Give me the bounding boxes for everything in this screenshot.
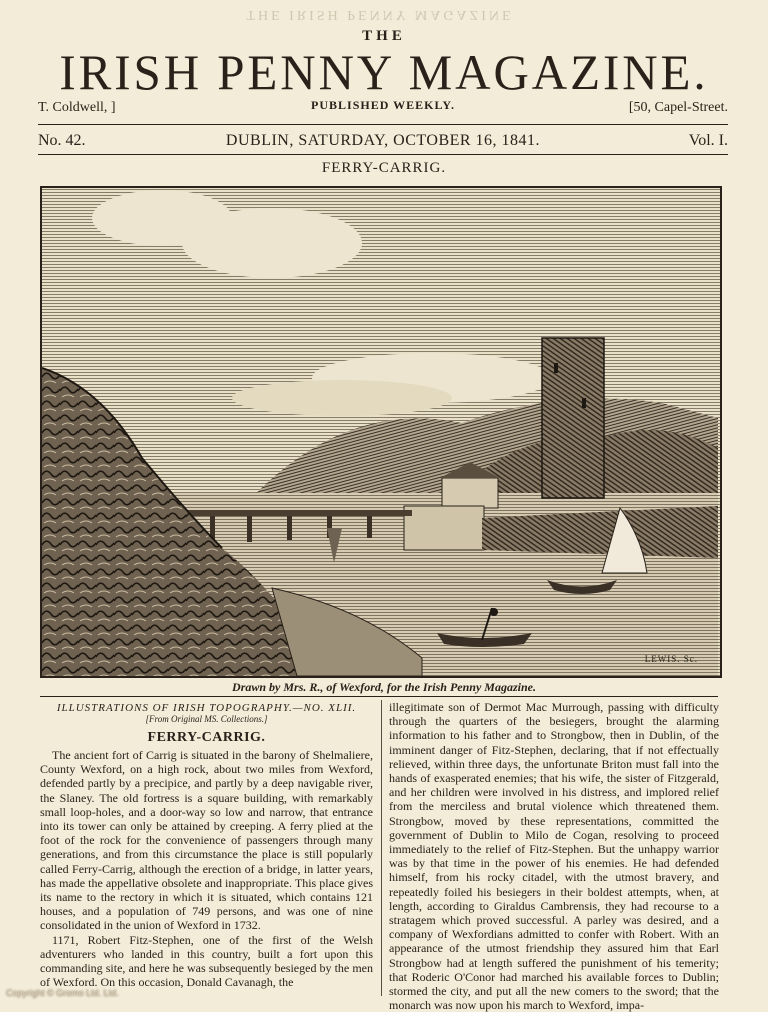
article-heading: FERRY-CARRIG. (321, 160, 447, 176)
text-column-right (389, 700, 719, 1012)
masthead-the: THE (362, 28, 406, 44)
caption-rule (40, 696, 718, 697)
issue-volume: Vol. I. (688, 132, 728, 149)
article-subhead: FERRY-CARRIG. (147, 730, 266, 745)
bleed-through-text: THE IRISH PENNY MAGAZINE (246, 7, 514, 22)
paragraph-1: The ancient fort of Carrig is situated in the barony of Shelmaliere, County Wexford, on a high rock, about two miles from Wexford, defended partly by a precipice, and partly by a deep navigable river, the Slaney. The old fortress is a square building, with remarkably small loop-holes, and a door-way so low and narrow, that entrance into its tower can only be attained by creeping. A ferry plied at the foot of the rock for the convenience of passengers through many generations, and from this circumstance the place is still popularly called Ferry-Carrig, although the erection of a bridge, in latter years, has made the appellative obsolete and inappropriate. This place gives its name to the rectory in which it is situated, which contains 121 houses, and a population of 749 persons, and was one of nine consolidated in the union of Wexford in 1732. (40, 748, 373, 933)
publication-frequency: PUBLISHED WEEKLY. (311, 98, 455, 112)
paragraph-2: 1171, Robert Fitz-Stephen, one of the first of the Welsh adventurers who landed in this country, built a fort upon this commanding site, and here he was subsequently besieged by the men of Wexford. On this occasion, Donald Cavanagh, the (40, 932, 373, 990)
masthead-rule-bottom (38, 154, 728, 155)
publisher-address: [50, Capel-Street. (628, 100, 728, 115)
publisher-row (38, 100, 728, 120)
engraving-illustration (40, 186, 722, 678)
issue-dateline: DUBLIN, SATURDAY, OCTOBER 16, 1841. (225, 132, 541, 149)
illustration-caption: Drawn by Mrs. R., of Wexford, for the Irish Penny Magazine. (232, 680, 536, 694)
masthead-rule-top (38, 124, 728, 125)
engraver-signature: LEWIS. Sc. (644, 654, 698, 664)
issue-number: No. 42. (38, 132, 86, 149)
column-divider (381, 700, 382, 996)
series-title: ILLUSTRATIONS OF IRISH TOPOGRAPHY.—NO. XLII. (56, 702, 357, 714)
source-note: [From Original MS. Collections.] (145, 714, 268, 724)
publisher-name: T. Coldwell, ] (38, 100, 116, 115)
paragraph-3: illegitimate son of Dermot Mac Murrough, passing with difficulty through the quarters of the besiegers, brought the alarming information to his father and to Strongbow, then in Dublin, of the imminent danger of Fitz-Stephen, declaring, that if not effectually relieved, within three days, the unfortunate Briton must fall into the hands of exasperated enemies; that his wife, the sister of Fitzgerald, and her children were involved in his distress, and implored relief from the merciless and brutal violence which threatened them. Strongbow, moved by these representations, committed the government of Dublin to Milo de Cogan, resolving to proceed immediately to the relief of Fitz-Stephen. But the unhappy warrior was by that time in the power of his enemies. He had defended himself, from his rocky citadel, with the utmost bravery, and repeatedly foiled his besiegers in their boldest attempts, when, at length, according to Giraldus Cambrensis, they had recourse to a stratagem which proved successful. A parley was desired, and a company of Wexfordians admitted to confer with Robert. With an appearance of the utmost friendship they assured him that Earl Strongbow had at length suffered the punishment of his temerity; that Roderic O'Conor had marched his available forces to Dublin; stormed the city, and put all the new comers to the sword; that the monarch was now upon his march to Wexford, impa- (389, 700, 719, 1012)
ferry-carrig-engraving (42, 188, 720, 676)
text-column-left (40, 700, 373, 989)
copyright-watermark: Copyright © Gromo Ltd. Ltd. (6, 988, 119, 998)
masthead-title: IRISH PENNY MAGAZINE. (59, 44, 709, 100)
issue-row (38, 132, 728, 154)
